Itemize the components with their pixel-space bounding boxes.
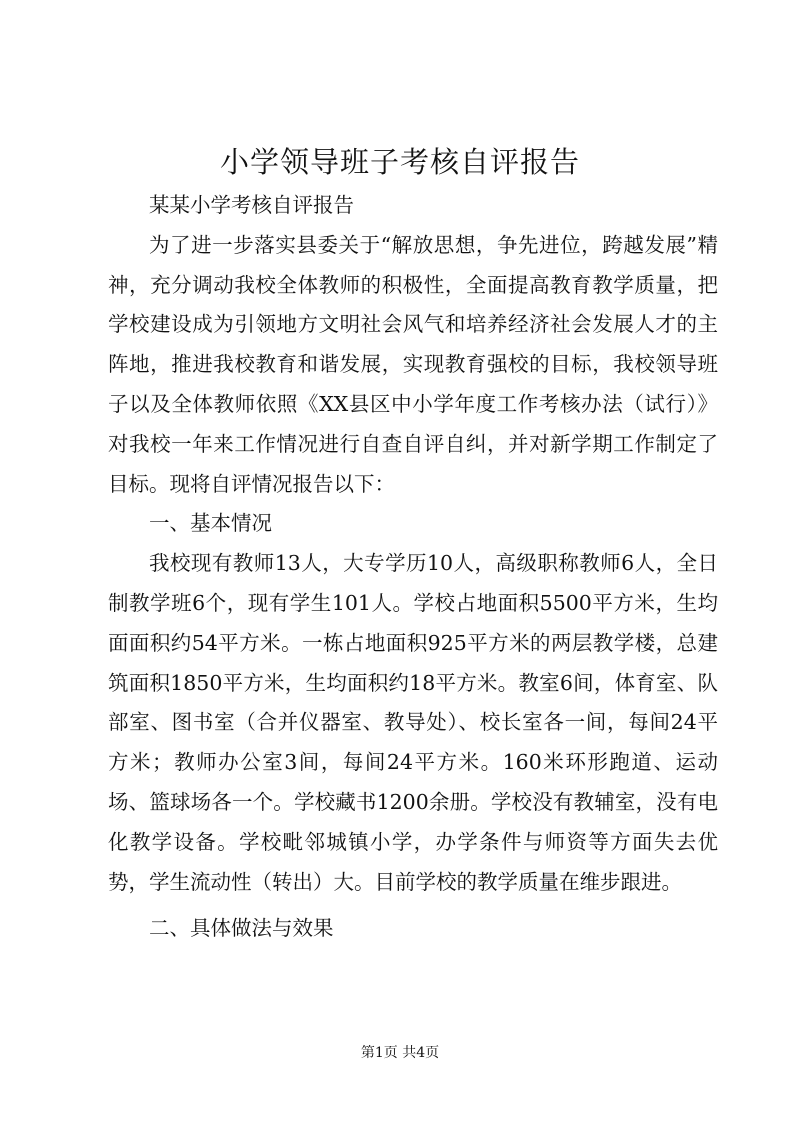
section-heading-basic-info: 一、基本情况 bbox=[149, 511, 272, 536]
section-heading-methods: 二、具体做法与效果 bbox=[149, 916, 334, 941]
paragraph-gap bbox=[108, 902, 718, 909]
document-body bbox=[108, 186, 718, 949]
intro-paragraph: 为了进一步落实县委关于“解放思想，争先进位，跨越发展”精神，充分调动我校全体教师的积极性，全面提高教育教学质量，把学校建设成为引领地方文明社会风气和培养经济社会发展人才的主阵地，推进我校教育和谐发展，实现教育强校的目标，我校领导班子以及全体教师依照《XX县区中小学年度工作考核办法（试行）》对我校一年来工作情况进行自查自评自纠，并对新学期工作制定了目标。现将自评情况报告以下： bbox=[108, 232, 718, 496]
document-title: 小学领导班子考核自评报告 bbox=[219, 145, 580, 179]
subtitle-paragraph: 某某小学考核自评报告 bbox=[149, 193, 354, 217]
basic-info-paragraph: 我校现有教师13人，大专学历10人，高级职称教师6人，全日制教学班6个，现有学生101人。学校占地面积5500平方米，生均面面积约54平方米。一栋占地面积925平方米的两层教学楼，总建筑面积1850平方米，生均面积约18平方米。教室6间，体育室、队部室、图书室（合并仪器室、教导处）、校长室各一间，每间24平方米；教师办公室3间，每间24平方米。160米环形跑道、运动场、篮球场各一个。学校藏书1200余册。学校没有教辅室，没有电化教学设备。学校毗邻城镇小学，办学条件与师资等方面失去优势，学生流动性（转出）大。目前学校的教学质量在维步跟进。 bbox=[108, 551, 718, 894]
page-footer: 第1页 共4页 bbox=[360, 1045, 440, 1061]
